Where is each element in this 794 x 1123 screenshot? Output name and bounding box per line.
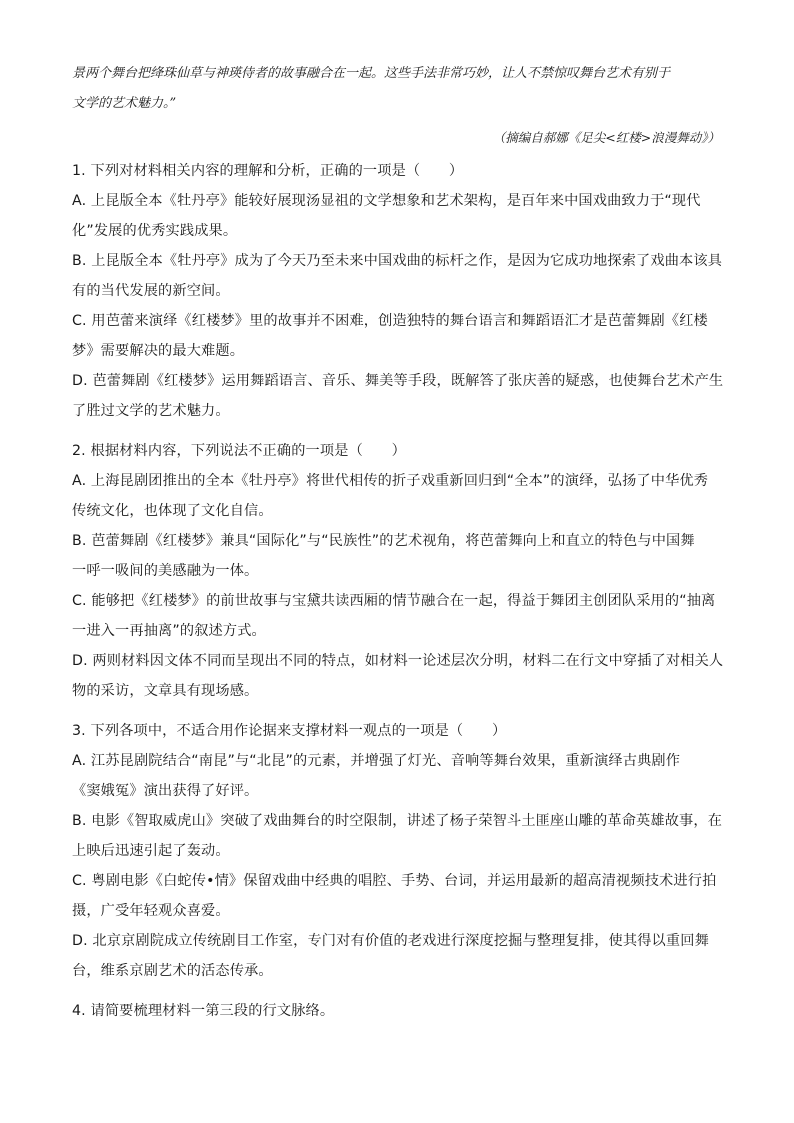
option-line: A. 江苏昆剧院结合“南昆”与“北昆”的元素，并增强了灯光、音响等舞台效果，重新演绎古典剧作 [72, 753, 681, 769]
option-line: 梦》需要解决的最大难题。 [72, 343, 245, 359]
option-line: 物的采访，文章具有现场感。 [72, 683, 259, 699]
question-stem: 3. 下列各项中，不适合用作论据来支撑材料一观点的一项是（ ） [72, 723, 507, 739]
option-line: 上映后迅速引起了轰动。 [72, 843, 230, 859]
intro-passage [72, 59, 732, 119]
option-c [72, 586, 726, 646]
option-line: 传统文化，也体现了文化自信。 [72, 503, 273, 519]
option-c [72, 306, 726, 366]
option-line: C. 粤剧电影《白蛇传•情》保留戏曲中经典的唱腔、手势、台词，并运用最新的超高清视频技术进行拍 [72, 873, 717, 889]
intro-line: 文学的艺术魅力。” [72, 96, 177, 111]
option-line: 化”发展的优秀实践成果。 [72, 223, 238, 239]
option-line: B. 上昆版全本《牡丹亭》成为了今天乃至未来中国戏曲的标杆之作，是因为它成功地探索了戏曲本该具 [72, 253, 723, 269]
source-citation: （摘编自郝娜《足尖<红楼>浪漫舞动》） [492, 130, 720, 145]
option-line: 有的当代发展的新空间。 [72, 283, 230, 299]
question-stem: 1. 下列对材料相关内容的理解和分析，正确的一项是（ ） [72, 163, 464, 179]
question-stem: 2. 根据材料内容，下列说法不正确的一项是（ ） [72, 443, 406, 459]
option-a [72, 466, 726, 526]
option-b [72, 246, 726, 306]
option-line: D. 两则材料因文体不同而呈现出不同的特点，如材料一论述层次分明，材料二在行文中穿插了对相关人 [72, 653, 724, 669]
option-c [72, 866, 726, 926]
question-stem: 4. 请简要梳理材料一第三段的行文脉络。 [72, 1003, 335, 1019]
option-a [72, 746, 726, 806]
option-line: B. 芭蕾舞剧《红楼梦》兼具“国际化”与“民族性”的艺术视角，将芭蕾舞向上和直立的特色与中国舞 [72, 533, 695, 549]
option-a [72, 186, 726, 246]
option-line: D. 北京京剧院成立传统剧目工作室，专门对有价值的老戏进行深度挖掘与整理复排，使其得以重回舞 [72, 933, 709, 949]
option-line: 摄，广受年轻观众喜爱。 [72, 903, 230, 919]
option-line: 一进入一再抽离”的叙述方式。 [72, 623, 266, 639]
question-3 [72, 716, 726, 986]
option-line: A. 上海昆剧团推出的全本《牡丹亭》将世代相传的折子戏重新回归到“全本”的演绎，弘扬了中华优秀 [72, 473, 709, 489]
question-2 [72, 436, 726, 706]
question-1 [72, 156, 726, 426]
question-4 [72, 996, 726, 1026]
option-line: 了胜过文学的艺术魅力。 [72, 403, 230, 419]
option-line: 台，维系京剧艺术的活态传承。 [72, 963, 273, 979]
option-d [72, 646, 726, 706]
option-line: A. 上昆版全本《牡丹亭》能较好展现汤显祖的文学想象和艺术架构，是百年来中国戏曲致力于“现代 [72, 193, 701, 209]
option-b [72, 806, 726, 866]
option-d [72, 366, 726, 426]
option-line: 《窦娥冤》演出获得了好评。 [72, 783, 259, 799]
option-b [72, 526, 726, 586]
option-line: B. 电影《智取威虎山》突破了戏曲舞台的时空限制，讲述了杨子荣智斗土匪座山雕的革命英雄故事，在 [72, 813, 723, 829]
option-line: D. 芭蕾舞剧《红楼梦》运用舞蹈语言、音乐、舞美等手段，既解答了张庆善的疑惑，也使舞台艺术产生 [72, 373, 724, 389]
option-d [72, 926, 726, 986]
option-line: C. 能够把《红楼梦》的前世故事与宝黛共读西厢的情节融合在一起，得益于舞团主创团队采用的“抽离 [72, 593, 716, 609]
option-line: C. 用芭蕾来演绎《红楼梦》里的故事并不困难，创造独特的舞台语言和舞蹈语汇才是芭蕾舞剧《红楼 [72, 313, 708, 329]
intro-line: 景两个舞台把绛珠仙草与神瑛侍者的故事融合在一起。这些手法非常巧妙，让人不禁惊叹舞台艺术有别于 [72, 66, 671, 81]
option-line: 一呼一吸间的美感融为一体。 [72, 563, 259, 579]
